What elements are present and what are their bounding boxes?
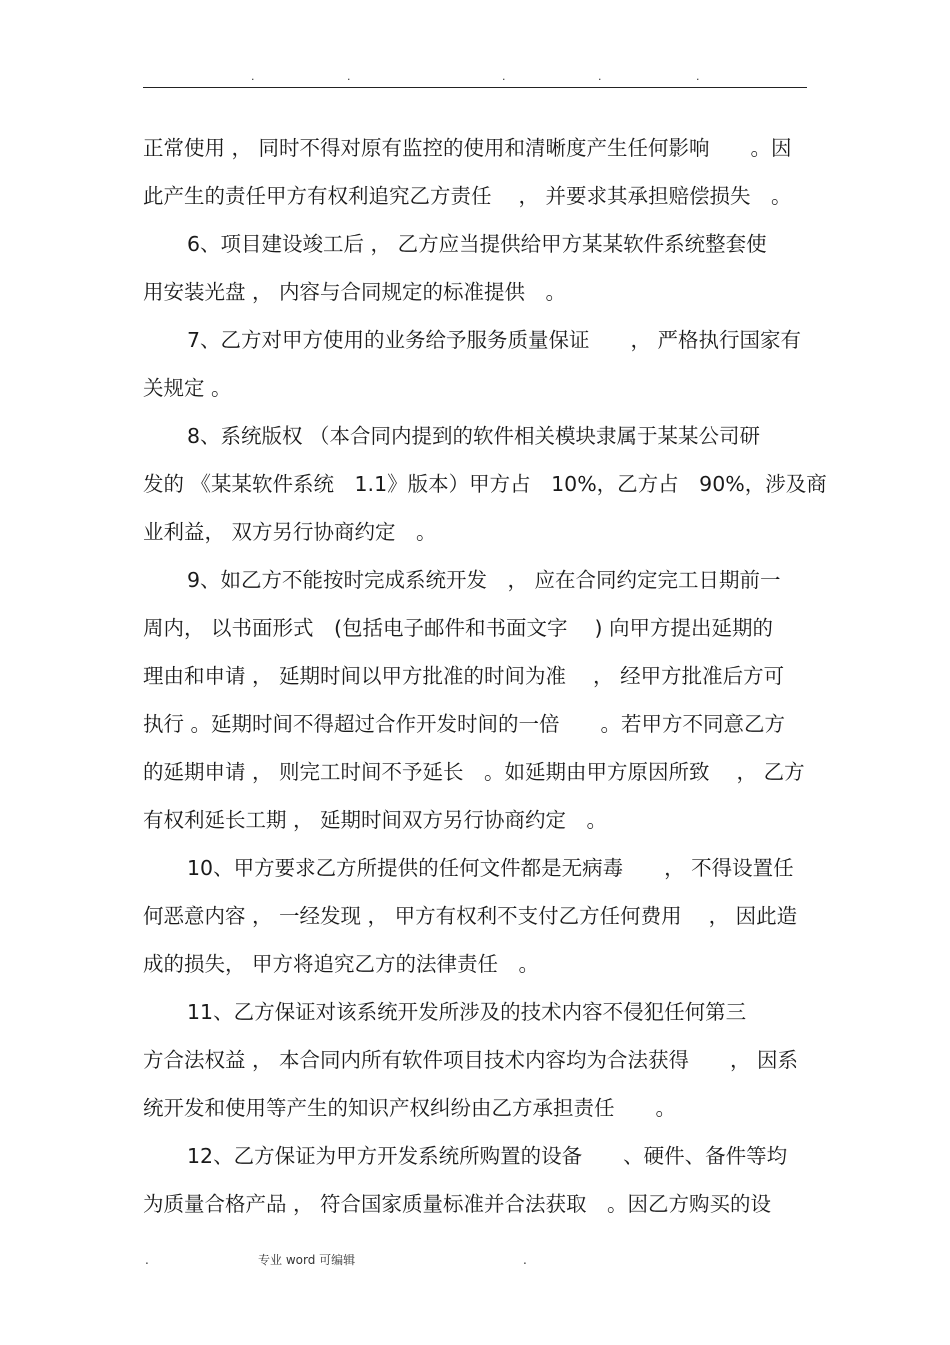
page-footer (0, 1250, 950, 1270)
clause-6-line: 6、项目建设竣工后 ， 乙方应当提供给甲方某某软件系统整套使 (187, 232, 767, 256)
clause-11-line: 11、乙方保证对该系统开发所涉及的技术内容不侵犯任何第三 (187, 1000, 747, 1024)
text-line: 发的 《某某软件系统 1.1》版本）甲方占 10%，乙方占 90%，涉及商 (143, 472, 827, 496)
text-line: 此产生的责任甲方有权利追究乙方责任 ， 并要求其承担赔偿损失 。 (143, 184, 792, 208)
text-line: 周内， 以书面形式 (包括电子邮件和书面文字 ) 向甲方提出延期的 (143, 616, 774, 640)
clause-10-line: 10、甲方要求乙方所提供的任何文件都是无病毒 ， 不得设置任 (187, 856, 794, 880)
clause-9-line: 9、如乙方不能按时完成系统开发 ， 应在合同约定完工日期前一 (187, 568, 781, 592)
contract-body-text (143, 124, 827, 1228)
header-rule (143, 87, 807, 88)
text-line: 何恶意内容 ， 一经发现 ， 甲方有权利不支付乙方任何费用 ， 因此造 (143, 904, 798, 928)
text-line: 执行 。延期时间不得超过合作开发时间的一倍 。若甲方不同意乙方 (143, 712, 786, 736)
text-line: 正常使用 ， 同时不得对原有监控的使用和清晰度产生任何影响 。因 (143, 136, 792, 160)
text-line: 成的损失， 甲方将追究乙方的法律责任 。 (143, 952, 540, 976)
text-line: 方合法权益 ， 本合同内所有软件项目技术内容均为合法获得 ， 因系 (143, 1048, 799, 1072)
footer-dot-right: . (523, 1253, 527, 1267)
footer-label: 专业 word 可编辑 (258, 1253, 356, 1267)
header-dot: . (696, 70, 700, 83)
header-dot: . (251, 70, 255, 83)
header-dot: . (347, 70, 351, 83)
header-dot: . (502, 70, 506, 83)
clause-12-line: 12、乙方保证为甲方开发系统所购置的设备 、硬件、备件等均 (187, 1144, 788, 1168)
text-line: 统开发和使用等产生的知识产权纠纷由乙方承担责任 。 (143, 1096, 676, 1120)
text-line: 的延期申请 ， 则完工时间不予延长 。如延期由甲方原因所致 ， 乙方 (143, 760, 805, 784)
clause-7-line: 7、乙方对甲方使用的业务给予服务质量保证 ， 严格执行国家有 (187, 328, 802, 352)
page-header-dots (0, 70, 950, 84)
clause-8-line: 8、系统版权 （本合同内提到的软件相关模块隶属于某某公司研 (187, 424, 761, 448)
text-line: 有权利延长工期 ， 延期时间双方另行协商约定 。 (143, 808, 608, 832)
header-dot: . (598, 70, 602, 83)
text-line: 用安装光盘 ， 内容与合同规定的标准提供 。 (143, 280, 567, 304)
footer-dot-left: . (145, 1253, 149, 1267)
text-line: 理由和申请 ， 延期时间以甲方批准的时间为准 ， 经甲方批准后方可 (143, 664, 785, 688)
text-line: 关规定 。 (143, 376, 232, 400)
text-line: 业利益， 双方另行协商约定 。 (143, 520, 437, 544)
text-line: 为质量合格产品 ， 符合国家质量标准并合法获取 。因乙方购买的设 (143, 1192, 772, 1216)
